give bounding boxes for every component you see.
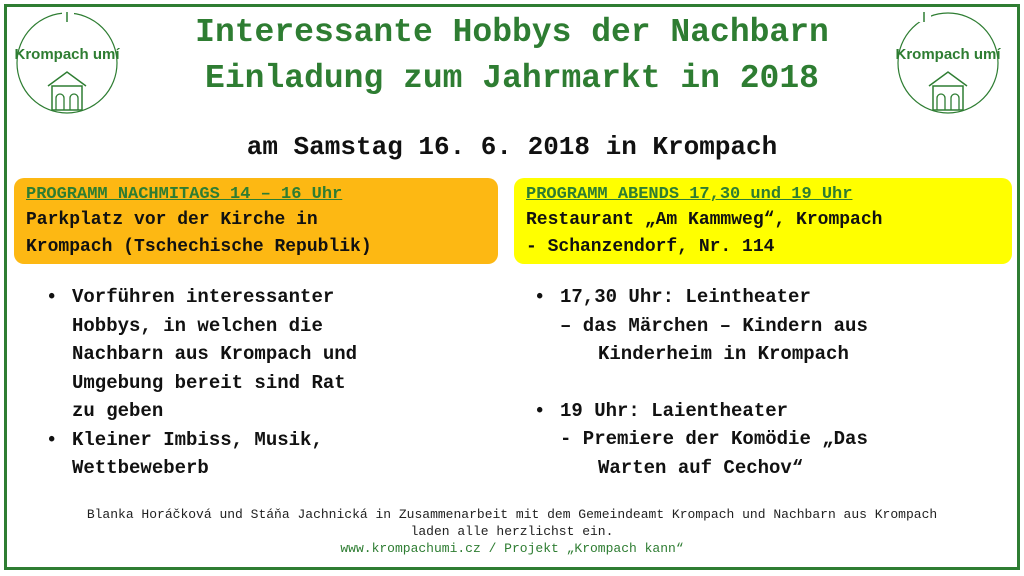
logo-text: Krompach umí [895, 46, 1001, 63]
house-logo-icon [893, 8, 1003, 118]
title-line-2: Einladung zum Jahrmarkt in 2018 [205, 60, 819, 97]
afternoon-location-line-1: Parkplatz vor der Kirche in [26, 210, 318, 230]
event-date: am Samstag 16. 6. 2018 in Krompach [246, 132, 778, 162]
list-item-line: zu geben [72, 400, 164, 422]
afternoon-location-line-2: Krompach (Tschechische Republik) [26, 237, 372, 257]
list-item-line: Umgebung bereit sind Rat [72, 371, 346, 394]
bullet-icon: • [46, 286, 58, 308]
list-item-sub-line: Warten auf Cechov“ [598, 456, 804, 479]
bullet-icon: • [534, 286, 546, 308]
list-item [534, 397, 1004, 426]
list-item [534, 283, 1004, 312]
list-item-sub-line: Kinderheim in Krompach [598, 343, 849, 365]
list-item [46, 283, 486, 426]
list-item-line: Nachbarn aus Krompach und [72, 343, 358, 365]
house-logo-icon [12, 8, 122, 118]
list-item-line: Hobbys, in welchen die [72, 314, 323, 337]
evening-heading: PROGRAMM ABENDS 17,30 und 19 Uhr [526, 185, 853, 204]
evening-list [534, 283, 1004, 482]
list-item-line: Kleiner Imbiss, Musik, [72, 428, 323, 451]
list-item-title: 17,30 Uhr: Leintheater [560, 286, 811, 308]
evening-location-line-2: - Schanzendorf, Nr. 114 [526, 237, 775, 257]
footer-invitation: laden alle herzlichst ein. [410, 524, 614, 539]
evening-program-box [514, 178, 1012, 264]
bullet-icon: • [46, 428, 58, 451]
krompach-logo-right [893, 8, 1003, 118]
bullet-icon: • [534, 399, 546, 422]
list-item-sub-line: – das Märchen – Kindern aus [560, 314, 868, 337]
list-item-sub-line: - Premiere der Komödie „Das [560, 428, 868, 450]
list-item [46, 426, 486, 483]
title-line-1: Interessante Hobbys der Nachbarn [195, 14, 829, 51]
footer [0, 506, 1024, 557]
evening-location-line-1: Restaurant „Am Kammweg“, Krompach [526, 210, 883, 230]
footer-organizers: Blanka Horáčková und Stáňa Jachnická in Zusammenarbeit mit dem Gemeindeamt Krompach und Nachbarn aus Krompach [86, 507, 938, 522]
list-item-title: 19 Uhr: Laientheater [560, 399, 789, 422]
logo-text: Krompach umí [14, 46, 120, 63]
list-item-line: Vorführen interessanter [72, 286, 335, 308]
footer-website-link[interactable]: www.krompachumi.cz / Projekt „Krompach kann“ [340, 541, 684, 556]
afternoon-heading: PROGRAMM NACHMITAGS 14 – 16 Uhr [26, 185, 343, 204]
afternoon-list [46, 283, 486, 483]
krompach-logo-left [12, 8, 122, 118]
afternoon-program-box [14, 178, 498, 264]
list-item-line: Wettbeweberb [72, 457, 209, 479]
